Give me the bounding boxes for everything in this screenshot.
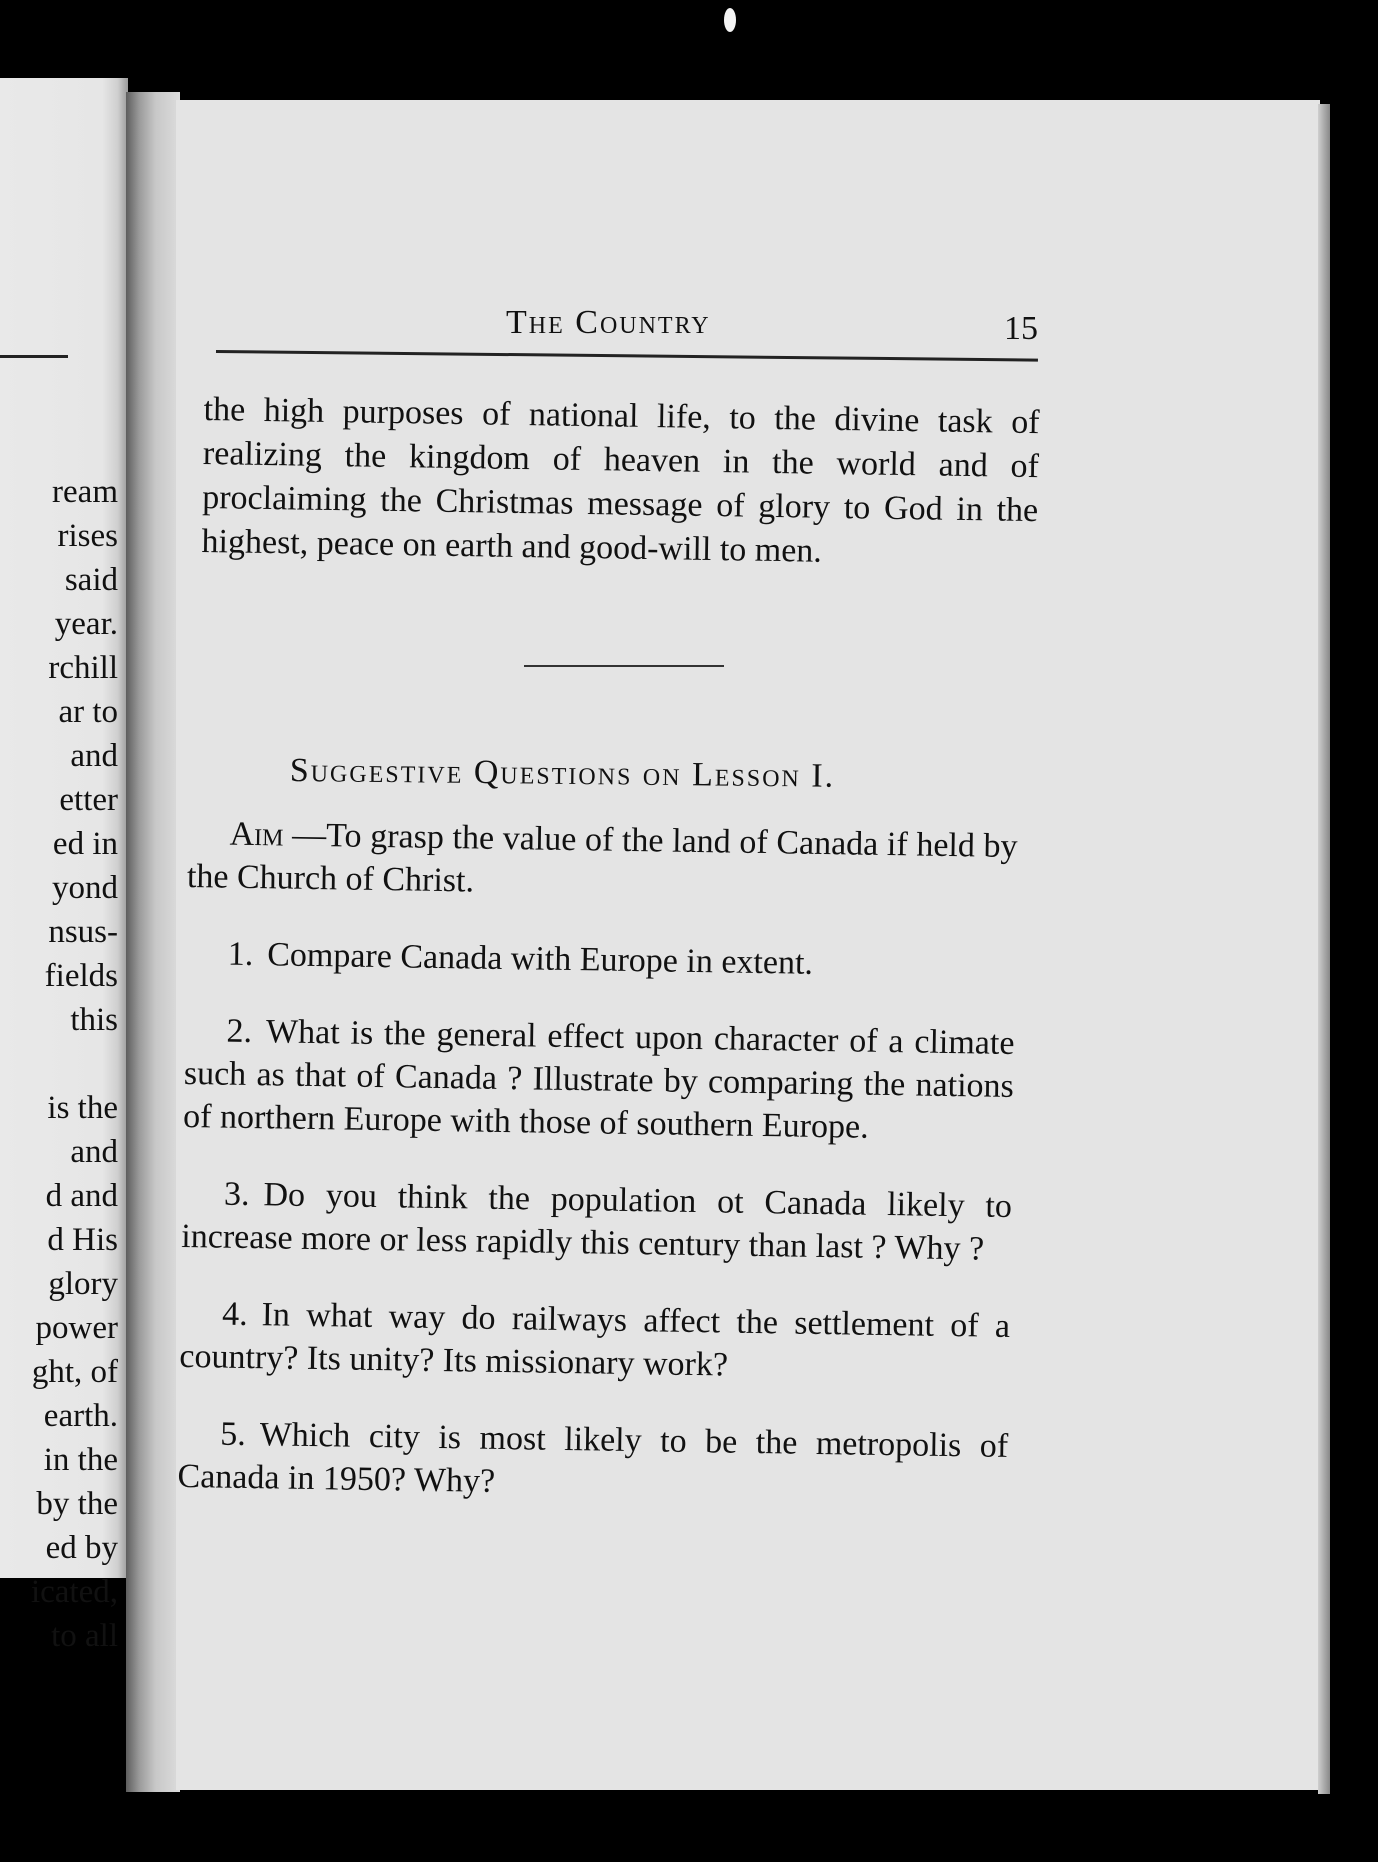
continuation-paragraph: the high purposes of national life, to the divine task of realizing the kingdom of heaven in the world and of proclaiming the Christmas message of glory to God in the highest, peace on earth and good-will to men.	[201, 390, 1040, 570]
left-line: in the	[43, 1442, 118, 1478]
left-page-rule	[0, 355, 68, 358]
page-edge	[1318, 104, 1330, 1794]
question-number: 4.	[221, 1295, 248, 1333]
question-item	[185, 932, 1016, 988]
aim-text: —To grasp the value of the land of Canada if held by the Church of Christ.	[186, 816, 1018, 900]
questions-block	[177, 812, 1018, 1533]
left-line: is the	[47, 1090, 118, 1126]
left-line: etter	[59, 782, 118, 818]
left-line: ream	[52, 474, 118, 510]
left-line: ed by	[45, 1530, 118, 1566]
left-line: fields	[44, 958, 118, 994]
left-page-text	[0, 470, 118, 1658]
question-number: 5.	[219, 1415, 247, 1453]
running-title: The Country	[506, 304, 711, 341]
question-item	[183, 1009, 1015, 1151]
question-text: Compare Canada with Europe in extent.	[266, 936, 814, 982]
left-line: said	[64, 562, 118, 598]
header-rule	[216, 350, 1038, 362]
left-line: nsus-	[48, 914, 118, 950]
question-text: Which city is most likely to be the metropolis of Canada in 1950? Why?	[177, 1416, 1009, 1500]
left-line: ed in	[52, 826, 118, 862]
left-facing-page	[0, 78, 128, 1654]
aim-paragraph	[187, 812, 1018, 911]
left-line: and	[70, 1134, 118, 1170]
left-line: power	[35, 1310, 118, 1346]
left-line: ght, of	[31, 1354, 118, 1390]
question-number: 1.	[227, 935, 254, 974]
page-header	[216, 300, 1038, 360]
question-text: In what way do railways affect the settlement of a country? Its unity? Its missionary work?	[179, 1296, 1011, 1384]
book-gutter	[126, 92, 180, 1792]
scan-speck	[724, 8, 736, 32]
left-line: earth.	[43, 1398, 118, 1434]
question-text: Do you think the population ot Canada likely to increase more or less rapidly this century than last ? Why ?	[181, 1176, 1013, 1268]
question-item	[181, 1172, 1012, 1271]
page-number: 15	[1004, 310, 1038, 347]
question-item	[177, 1412, 1008, 1511]
question-number: 3.	[223, 1175, 250, 1214]
left-line: this	[70, 1002, 118, 1038]
left-line: rchill	[48, 650, 118, 686]
left-line: rises	[57, 518, 118, 554]
left-line	[0, 1042, 118, 1086]
left-line: d His	[47, 1222, 118, 1258]
aim-label: Aim	[229, 815, 284, 854]
left-line: year.	[54, 606, 118, 642]
left-line: by the	[36, 1486, 118, 1522]
left-line: and	[70, 738, 118, 774]
question-text: What is the general effect upon character of a climate such as that of Canada ? Illustrate by comparing the nations of northern Europe with those of southern Europe.	[182, 1013, 1015, 1146]
left-line: d and	[45, 1178, 118, 1214]
left-line: to all	[51, 1618, 118, 1654]
question-number: 2.	[226, 1012, 253, 1051]
left-line: icated,	[30, 1574, 118, 1610]
left-line: glory	[48, 1266, 118, 1302]
left-line: ar to	[58, 694, 118, 730]
section-divider	[524, 665, 724, 667]
section-heading: Suggestive Questions on Lesson I.	[289, 752, 836, 795]
left-line: yond	[52, 870, 118, 906]
question-item	[179, 1292, 1010, 1391]
